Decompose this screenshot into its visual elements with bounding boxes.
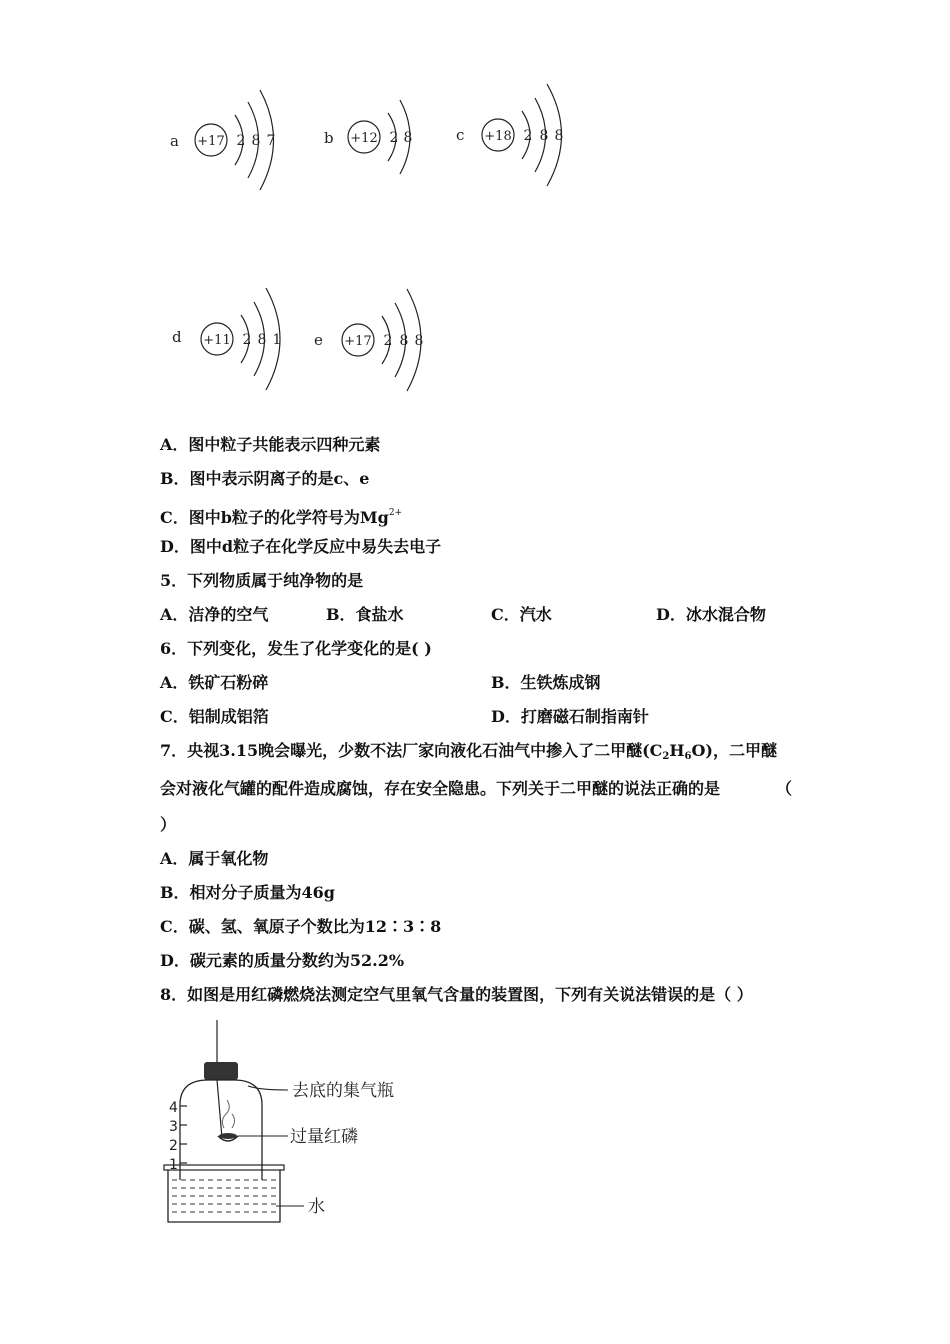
atom-diagram-c (452, 78, 582, 202)
q4-option-c (160, 503, 402, 528)
nucleus-charge: +17 (344, 334, 372, 349)
nucleus-charge: +11 (203, 333, 231, 348)
q7-option-d: D．碳元素的质量分数约为52.2% (160, 951, 405, 970)
answer-paren-close: ） (160, 815, 177, 834)
shell-electrons: 8 (539, 128, 549, 144)
q4-option-d: D．图中d粒子在化学反应中易失去电子 (160, 537, 442, 556)
atom-label: e (314, 331, 323, 349)
shell-electrons: 8 (251, 133, 261, 149)
shell-electrons: 2 (242, 332, 252, 348)
formula-h: H (669, 741, 685, 760)
shell-electrons: 2 (383, 333, 393, 349)
subscript: 2 (662, 751, 670, 762)
q7-option-c: C．碳、氢、氧原子个数比为12∶3∶8 (160, 917, 442, 936)
q6-option-c: C．铝制成铝箔 (160, 707, 269, 726)
q7-stem-text: 7．央视3.15晚会曝光，少数不法厂家向液化石油气中掺入了二甲醚(C (160, 741, 663, 760)
shell-electrons: 8 (554, 128, 564, 144)
shell-electrons: 2 (389, 130, 399, 146)
shell-electrons: 2 (523, 128, 533, 144)
label-water: 水 (308, 1197, 325, 1217)
shell-electrons: 2 (236, 133, 246, 149)
atom-diagram-e (310, 280, 440, 404)
scale-mark: 1 (169, 1157, 178, 1173)
atom-label: b (324, 129, 334, 147)
nucleus-charge: +12 (350, 131, 378, 146)
shell-electrons: 8 (414, 333, 424, 349)
q5-option-d: D．冰水混合物 (656, 605, 766, 624)
q5-option-b: B．食盐水 (326, 605, 404, 624)
q4-option-a: A．图中粒子共能表示四种元素 (160, 435, 381, 454)
q5-option-a: A．洁净的空气 (160, 605, 269, 624)
q7-stem-line1 (160, 741, 777, 767)
stopper (204, 1062, 238, 1080)
apparatus-figure (160, 1020, 420, 1234)
q6-stem: 6．下列变化，发生了化学变化的是( ) (160, 639, 432, 658)
q4-option-c-text: C．图中b粒子的化学符号为Mg (160, 508, 389, 527)
water (172, 1180, 276, 1212)
shell-electrons: 7 (266, 133, 276, 149)
q8-stem: 8．如图是用红磷燃烧法测定空气里氧气含量的装置图，下列有关说法错误的是（ ） (160, 985, 753, 1004)
scale-mark: 2 (169, 1138, 178, 1154)
subscript: 6 (684, 751, 692, 762)
label-red-phosphorus: 过量红磷 (290, 1127, 358, 1147)
scale-mark: 3 (169, 1119, 178, 1135)
shell-electrons: 8 (403, 130, 413, 146)
q5-option-c: C．汽水 (491, 605, 552, 624)
q6-option-a: A．铁矿石粉碎 (160, 673, 269, 692)
q7-option-a: A．属于氧化物 (160, 849, 269, 868)
scale-mark: 4 (169, 1100, 178, 1116)
shell-electrons: 1 (272, 332, 282, 348)
atom-diagram-d (168, 280, 298, 404)
q7-option-b: B．相对分子质量为46g (160, 883, 335, 902)
nucleus-charge: +17 (197, 134, 225, 149)
answer-paren-open: （ (776, 779, 793, 798)
label-bottle: 去底的集气瓶 (292, 1081, 394, 1101)
q6-option-b: B．生铁炼成钢 (491, 673, 601, 692)
nucleus-charge: +18 (484, 129, 512, 144)
shell-electrons: 8 (257, 332, 267, 348)
q7-stem-text: O)，二甲醚 (691, 741, 777, 760)
atom-label: a (170, 132, 179, 150)
q6-option-d: D．打磨磁石制指南针 (491, 707, 649, 726)
atom-label: c (456, 126, 465, 144)
q4-option-b: B．图中表示阴离子的是c、e (160, 469, 370, 488)
atom-label: d (172, 328, 182, 346)
atom-diagram-a (165, 80, 295, 204)
q7-stem-line2: 会对液化气罐的配件造成腐蚀，存在安全隐患。下列关于二甲醚的说法正确的是 (160, 779, 721, 798)
shell-electrons: 8 (399, 333, 409, 349)
atom-diagram-b (320, 80, 430, 204)
charge-superscript: 2+ (388, 508, 403, 518)
q5-stem: 5．下列物质属于纯净物的是 (160, 571, 364, 590)
